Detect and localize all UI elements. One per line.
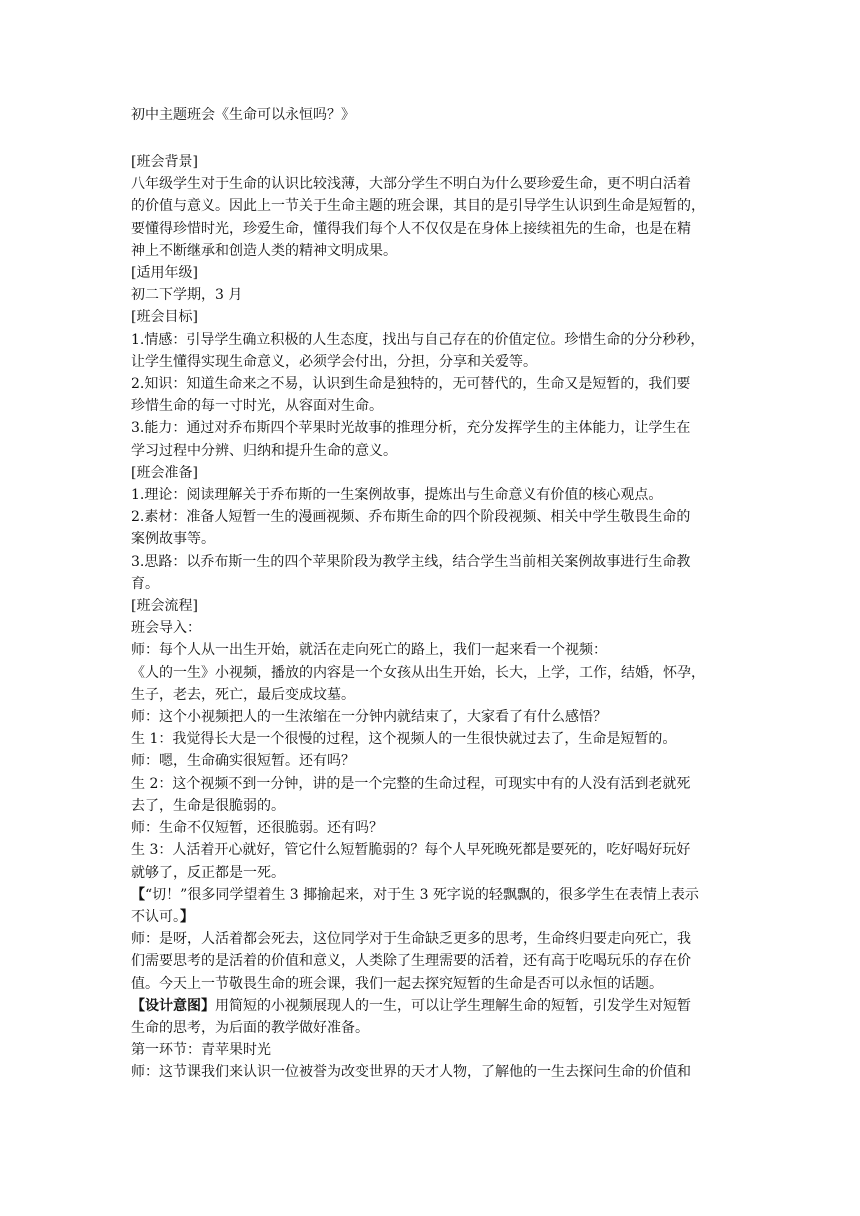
text-line: [适用年级] bbox=[131, 265, 198, 282]
text-line: 2.素材：准备人短暂一生的漫画视频、乔布斯生命的四个阶段视频、相关中学生敬畏生命的 bbox=[131, 509, 691, 526]
text-line: 就够了，反正都是一死。 bbox=[131, 864, 285, 881]
text-line: [班会目标] bbox=[131, 309, 198, 326]
text-line: 育。 bbox=[131, 575, 159, 592]
text-line: 生子，老去，死亡，最后变成坟墓。 bbox=[131, 686, 355, 703]
text-line: 要懂得珍惜时光，珍爱生命，懂得我们每个人不仅仅是在身体上接续祖先的生命，也是在精 bbox=[131, 220, 691, 237]
text-line: 师：嗯，生命确实很短暂。还有吗？ bbox=[131, 753, 355, 770]
bracket-marker: 【 bbox=[131, 886, 145, 903]
text-line: 师：这节课我们来认识一位被誉为改变世界的天才人物，了解他的一生去探问生命的价值和 bbox=[131, 1064, 691, 1081]
document-title: 初中主题班会《生命可以永恒吗？》 bbox=[131, 107, 355, 123]
text-line: 《人的一生》小视频，播放的内容是一个女孩从出生开始，长大，上学，工作，结婚，怀孕， bbox=[131, 664, 705, 681]
text-line: 值。今天上一节敬畏生命的班会课，我们一起去探究短暂的生命是否可以永恒的话题。 bbox=[131, 975, 663, 992]
text-line: 让学生懂得实现生命意义，必须学会付出，分担，分享和关爱等。 bbox=[131, 353, 537, 370]
bracket-marker: 】 bbox=[180, 908, 194, 925]
text-line bbox=[131, 995, 731, 1017]
text-line: 师：这个小视频把人的一生浓缩在一分钟内就结束了，大家看了有什么感悟？ bbox=[131, 709, 607, 726]
text-line: 珍惜生命的每一寸时光，从容面对生命。 bbox=[131, 398, 383, 415]
document-body bbox=[131, 151, 731, 1084]
text-line: 们需要思考的是活着的价值和意义，人类除了生理需要的活着，还有高于吃喝玩乐的存在价 bbox=[131, 953, 691, 970]
text-line: 初二下学期，3 月 bbox=[131, 287, 243, 304]
text-line: 1.理论：阅读理解关于乔布斯的一生案例故事，提炼出与生命意义有价值的核心观点。 bbox=[131, 487, 663, 504]
text-line: 第一环节：青苹果时光 bbox=[131, 1042, 271, 1059]
bracket-marker: 【设计意图】 bbox=[131, 997, 215, 1014]
text-line: 学习过程中分辨、归纳和提升生命的意义。 bbox=[131, 442, 397, 459]
text-line: 的价值与意义。因此上一节关于生命主题的班会课，其目的是引导学生认识到生命是短暂的， bbox=[131, 198, 705, 215]
text-line: 师：生命不仅短暂，还很脆弱。还有吗？ bbox=[131, 820, 383, 837]
text-line: 去了，生命是很脆弱的。 bbox=[131, 797, 285, 814]
line-rest: 不认可。 bbox=[131, 908, 180, 925]
text-line: 师：是呀，人活着都会死去，这位同学对于生命缺乏更多的思考，生命终归要走向死亡，我 bbox=[131, 931, 691, 948]
document-page bbox=[131, 104, 731, 1084]
text-line: 师：每个人从一出生开始，就活在走向死亡的路上，我们一起来看一个视频： bbox=[131, 642, 607, 659]
text-line: 2.知识：知道生命来之不易，认识到生命是独特的，无可替代的，生命又是短暂的，我们要 bbox=[131, 376, 691, 393]
text-line: 1.情感：引导学生确立积极的人生态度，找出与自己存在的价值定位。珍惜生命的分分秒秒， bbox=[131, 331, 705, 348]
text-line: 八年级学生对于生命的认识比较浅薄，大部分学生不明白为什么要珍爱生命，更不明白活着 bbox=[131, 176, 691, 193]
line-rest: “切！”很多同学望着生 3 揶揄起来，对于生 3 死字说的轻飘飘的，很多学生在表情上表示 bbox=[145, 886, 699, 903]
text-line bbox=[131, 884, 731, 906]
text-line: 3.能力：通过对乔布斯四个苹果时光故事的推理分析，充分发挥学生的主体能力，让学生在 bbox=[131, 420, 691, 437]
text-line: [班会准备] bbox=[131, 464, 198, 481]
line-rest: 用简短的小视频展现人的一生，可以让学生理解生命的短暂，引发学生对短暂 bbox=[215, 997, 691, 1014]
text-line: [班会背景] bbox=[131, 154, 198, 170]
text-line: [班会流程] bbox=[131, 598, 198, 615]
text-line: 生 3：人活着开心就好，管它什么短暂脆弱的？每个人早死晚死都是要死的，吃好喝好玩好 bbox=[131, 842, 691, 859]
text-line: 生命的思考，为后面的教学做好准备。 bbox=[131, 1019, 369, 1036]
blank-line bbox=[131, 126, 731, 151]
text-line bbox=[131, 906, 731, 928]
text-line: 3.思路：以乔布斯一生的四个苹果阶段为教学主线，结合学生当前相关案例故事进行生命教 bbox=[131, 553, 691, 570]
text-line: 案例故事等。 bbox=[131, 531, 215, 548]
text-line: 生 2：这个视频不到一分钟，讲的是一个完整的生命过程，可现实中有的人没有活到老就死 bbox=[131, 775, 691, 792]
text-line: 班会导入： bbox=[131, 620, 201, 637]
text-line: 生 1：我觉得长大是一个很慢的过程，这个视频人的一生很快就过去了，生命是短暂的。 bbox=[131, 731, 677, 748]
text-line: 神上不断继承和创造人类的精神文明成果。 bbox=[131, 242, 397, 259]
